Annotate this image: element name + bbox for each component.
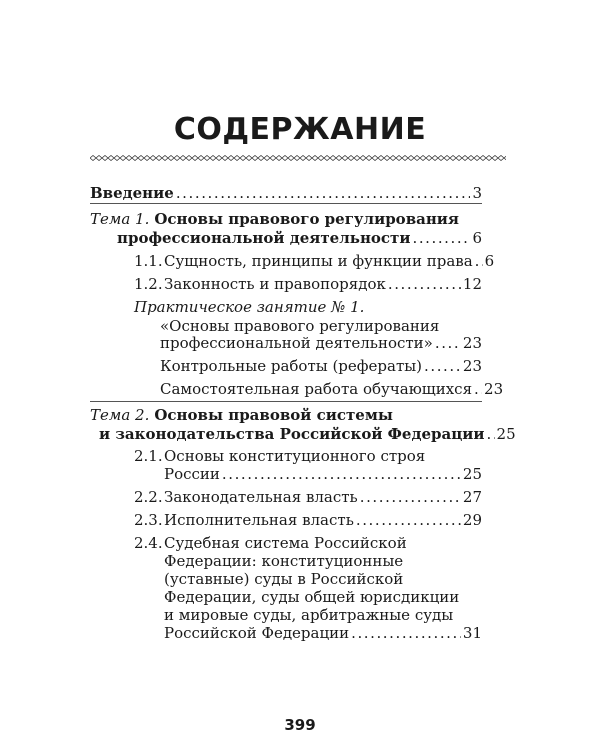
toc-label: Сущность, принципы и функции права	[164, 252, 473, 270]
dot-leader	[388, 274, 461, 294]
toc-num: 2.4.	[134, 534, 163, 552]
topic-title: Основы правового регулирования	[154, 210, 460, 228]
dot-leader	[474, 379, 482, 399]
toc-page: 27	[462, 488, 482, 506]
toc-page: 23	[484, 380, 504, 398]
toc-label: Самостоятельная работа обучающихся	[160, 380, 473, 398]
toc-label-cont: Российской Федерации	[164, 624, 350, 642]
toc-entry-self[interactable]	[160, 379, 504, 399]
toc-label-cont: Федерации: конституционные	[164, 552, 404, 570]
toc-label-cont: (уставные) суды в Российской	[164, 570, 404, 588]
toc-label-cont: и мировые суды, арбитражные суды	[164, 606, 454, 624]
toc-page: 6	[484, 252, 495, 270]
toc-topic2-heading[interactable]	[90, 405, 482, 425]
topic-title: Основы правовой системы	[154, 406, 393, 424]
toc-label: Контрольные работы (рефераты)	[160, 357, 423, 375]
toc-entry-1-2[interactable]	[134, 274, 482, 294]
toc-label: Судебная система Российской	[164, 534, 407, 552]
toc-topic1-heading[interactable]	[90, 209, 482, 229]
topic-prefix: Тема 1.	[90, 210, 150, 228]
title-ornament	[90, 154, 506, 162]
toc-num: 2.2.	[134, 488, 163, 506]
topic-prefix: Тема 2.	[90, 406, 150, 424]
toc-entry-2-3[interactable]	[134, 510, 482, 530]
toc-page: 23	[462, 357, 482, 375]
dot-leader	[435, 333, 461, 353]
toc-page: 29	[462, 511, 482, 529]
topic-title-cont: профессиональной деятельности	[117, 229, 411, 247]
dot-leader	[222, 464, 461, 484]
toc-label: Законодательная власть	[164, 488, 358, 506]
toc-entry-2-4-cont[interactable]	[164, 605, 482, 625]
dot-leader	[176, 183, 471, 203]
toc-label: Исполнительная власть	[164, 511, 354, 529]
practice-title: «Основы правового регулирования	[160, 317, 440, 335]
toc-label-cont: России	[164, 465, 220, 483]
toc-entry-1-1[interactable]	[134, 251, 495, 271]
toc-num: 2.3.	[134, 511, 163, 529]
dot-leader	[424, 356, 461, 376]
toc-page: 3	[472, 184, 482, 202]
toc-entry-2-4[interactable]	[134, 533, 482, 553]
toc-label: Законность и правопорядок	[164, 275, 386, 293]
toc-topic2-heading-cont[interactable]	[99, 424, 516, 444]
toc-entry-2-4-cont[interactable]	[164, 623, 482, 643]
dot-leader	[356, 510, 461, 530]
toc-num: 1.2.	[134, 275, 163, 293]
toc-entry-2-4-cont[interactable]	[164, 551, 482, 571]
dot-leader	[351, 623, 461, 643]
topic-title-cont: и законодательства Российской Федерации	[99, 425, 485, 443]
toc-entry-intro[interactable]	[90, 183, 482, 203]
divider	[90, 203, 482, 204]
toc-label: Введение	[90, 184, 174, 202]
toc-practice-heading[interactable]	[134, 297, 482, 317]
toc-page: 12	[462, 275, 482, 293]
toc-label: Основы конституционного строя	[164, 447, 426, 465]
toc-num: 2.1.	[134, 447, 163, 465]
toc-page: 25	[496, 425, 516, 443]
toc-page: 25	[462, 465, 482, 483]
dot-leader	[360, 487, 461, 507]
toc-entry-2-4-cont[interactable]	[164, 587, 482, 607]
toc-topic1-heading-cont[interactable]	[117, 228, 482, 248]
toc-label-cont: Федерации, суды общей юрисдикции	[164, 588, 460, 606]
dot-leader	[487, 424, 495, 444]
toc-entry-2-1-cont[interactable]	[164, 464, 482, 484]
practice-title-cont: профессиональной деятельности»	[160, 334, 433, 352]
page-title: СОДЕРЖАНИЕ	[173, 112, 427, 147]
page-number: 399	[284, 716, 316, 734]
toc-page: 31	[462, 624, 482, 642]
toc-page: 6	[472, 229, 482, 247]
toc-page: 23	[462, 334, 482, 352]
toc-entry-2-2[interactable]	[134, 487, 482, 507]
divider	[90, 401, 482, 402]
toc-entry-2-4-cont[interactable]	[164, 569, 482, 589]
dot-leader	[412, 228, 470, 248]
toc-num: 1.1.	[134, 252, 163, 270]
dot-leader	[475, 251, 483, 271]
practice-heading: Практическое занятие № 1.	[134, 298, 365, 316]
toc-entry-2-1[interactable]	[134, 446, 482, 466]
toc-entry-control[interactable]	[160, 356, 482, 376]
toc-practice-line2[interactable]	[160, 333, 482, 353]
